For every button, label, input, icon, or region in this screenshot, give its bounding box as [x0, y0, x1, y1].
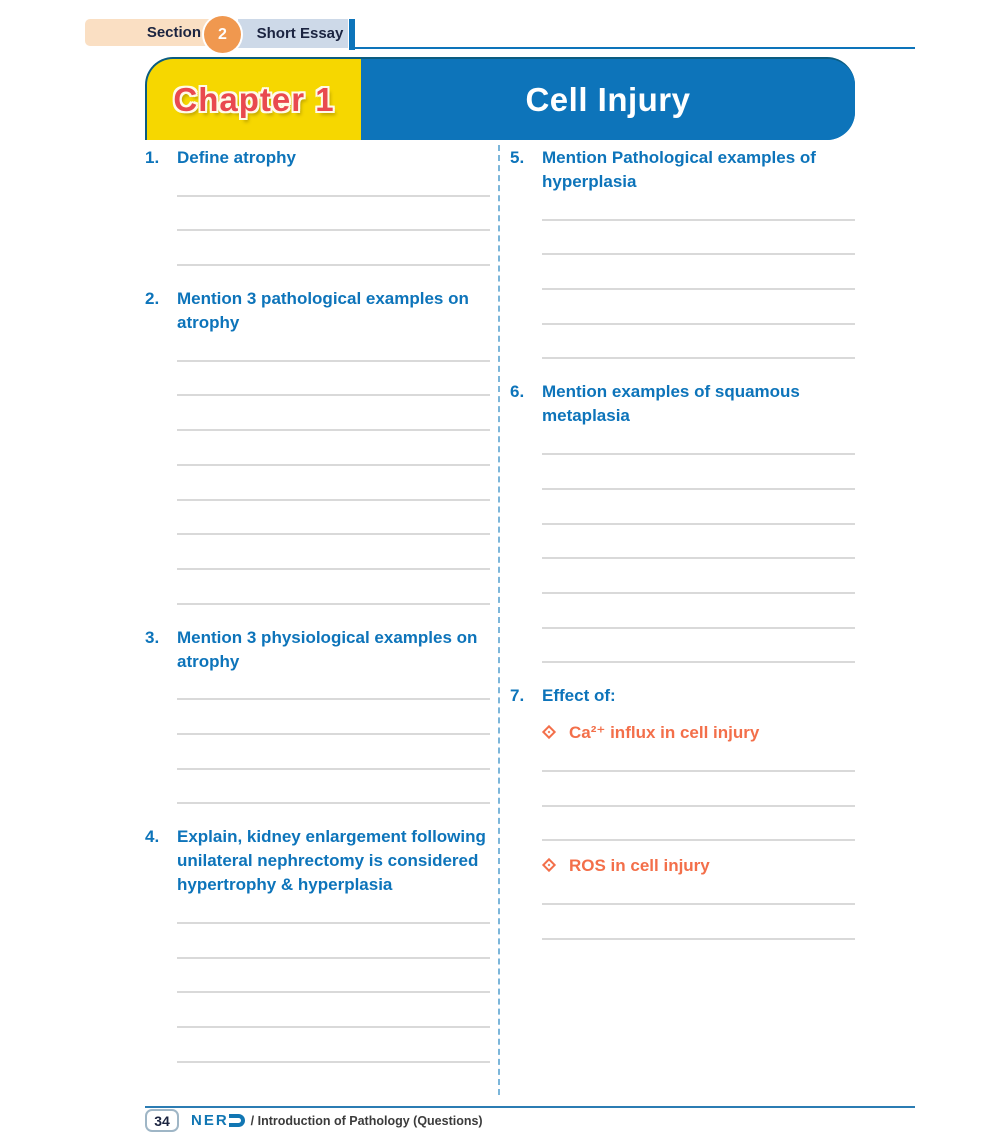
answer-line [177, 197, 490, 232]
brand-logo [191, 1112, 245, 1129]
answer-line [542, 221, 855, 256]
question-number: 3. [145, 627, 160, 647]
answer-lines [177, 327, 490, 605]
questions-column-right [510, 146, 855, 961]
question-item [510, 146, 855, 359]
question-item [145, 146, 490, 266]
question-number: 4. [145, 827, 160, 847]
section-type-label: Short Essay [256, 25, 344, 42]
subitem-row [542, 854, 855, 878]
answer-line [542, 525, 855, 560]
answer-line [542, 490, 855, 525]
answer-line [177, 431, 490, 466]
answer-line [177, 466, 490, 501]
answer-line [177, 993, 490, 1028]
answer-line [177, 501, 490, 536]
answer-line [177, 535, 490, 570]
question-row [145, 146, 490, 170]
questions-column-left [145, 146, 490, 1084]
question-text: Mention examples of squamous metaplasia [542, 382, 800, 426]
answer-line [177, 570, 490, 605]
answer-line [542, 290, 855, 325]
answer-line [542, 807, 855, 842]
answer-line [542, 905, 855, 940]
answer-line [177, 959, 490, 994]
answer-line [542, 772, 855, 807]
question-subitem [542, 721, 855, 841]
question-text: Effect of: [542, 686, 616, 706]
chapter-title: Cell Injury [525, 80, 691, 118]
subitem-text: ROS in cell injury [569, 856, 710, 876]
answer-line [542, 594, 855, 629]
subitem-text: Ca²⁺ influx in cell injury [569, 723, 760, 743]
section-number-badge [204, 16, 241, 53]
question-row [145, 626, 490, 674]
brand-letters: NER [191, 1112, 229, 1129]
answer-line [177, 770, 490, 805]
question-number: 1. [145, 148, 160, 167]
answer-line [177, 735, 490, 770]
question-item [510, 380, 855, 663]
footer-rule-line [145, 1106, 915, 1108]
diamond-bullet-icon [542, 858, 556, 872]
answer-line [542, 559, 855, 594]
answer-lines [542, 186, 855, 359]
question-row [145, 825, 490, 897]
subitem-row [542, 721, 855, 745]
column-divider [498, 145, 500, 1095]
section-pill [85, 19, 210, 46]
answer-line [177, 231, 490, 266]
answer-lines [542, 737, 855, 841]
question-row [145, 287, 490, 335]
diamond-bullet-icon [542, 725, 556, 739]
tab-end-bar [349, 19, 355, 50]
question-number: 2. [145, 289, 160, 309]
chapter-banner-left [147, 59, 361, 140]
question-row [510, 146, 855, 194]
question-number: 5. [510, 148, 525, 167]
section-number: 2 [218, 25, 227, 43]
answer-lines [177, 666, 490, 805]
bullet-cell [542, 721, 569, 745]
question-text: Explain, kidney enlargement following unilateral nephrectomy is considered hypertrophy & hyperplasia [177, 827, 486, 895]
section-label: Section [146, 24, 201, 41]
nerd-logo-d-icon [229, 1114, 245, 1127]
bullet-cell [542, 854, 569, 878]
answer-line [177, 700, 490, 735]
question-number: 7. [510, 686, 525, 706]
page-number-box [145, 1109, 179, 1132]
question-text: Mention Pathological examples of hyperplasia [542, 148, 816, 191]
chapter-banner-right [361, 59, 855, 140]
question-subitem [542, 854, 855, 939]
tab-rule-line [352, 47, 915, 49]
answer-lines [177, 162, 490, 266]
question-text: Define atrophy [177, 148, 297, 167]
answer-line [542, 255, 855, 290]
chapter-label: Chapter 1 [173, 80, 335, 118]
question-row [510, 380, 855, 428]
question-item [145, 825, 490, 1062]
question-row [510, 684, 855, 708]
answer-lines [177, 889, 490, 1062]
question-item [510, 684, 855, 939]
answer-line [177, 396, 490, 431]
answer-line [177, 1028, 490, 1063]
question-text: Mention 3 pathological examples on atrophy [177, 289, 469, 333]
question-item [145, 287, 490, 605]
footer-text: / Introduction of Pathology (Questions) [250, 1113, 483, 1128]
answer-line [177, 362, 490, 397]
question-number: 6. [510, 382, 525, 402]
answer-line [542, 325, 855, 360]
question-text: Mention 3 physiological examples on atrophy [177, 627, 478, 671]
section-type-tab [238, 19, 348, 48]
question-item [145, 626, 490, 805]
answer-line [177, 924, 490, 959]
chapter-banner [145, 57, 855, 140]
page-number: 34 [154, 1112, 170, 1129]
footer [145, 1109, 483, 1132]
answer-line [542, 629, 855, 664]
answer-lines [542, 420, 855, 663]
answer-line [542, 455, 855, 490]
answer-lines [542, 870, 855, 939]
